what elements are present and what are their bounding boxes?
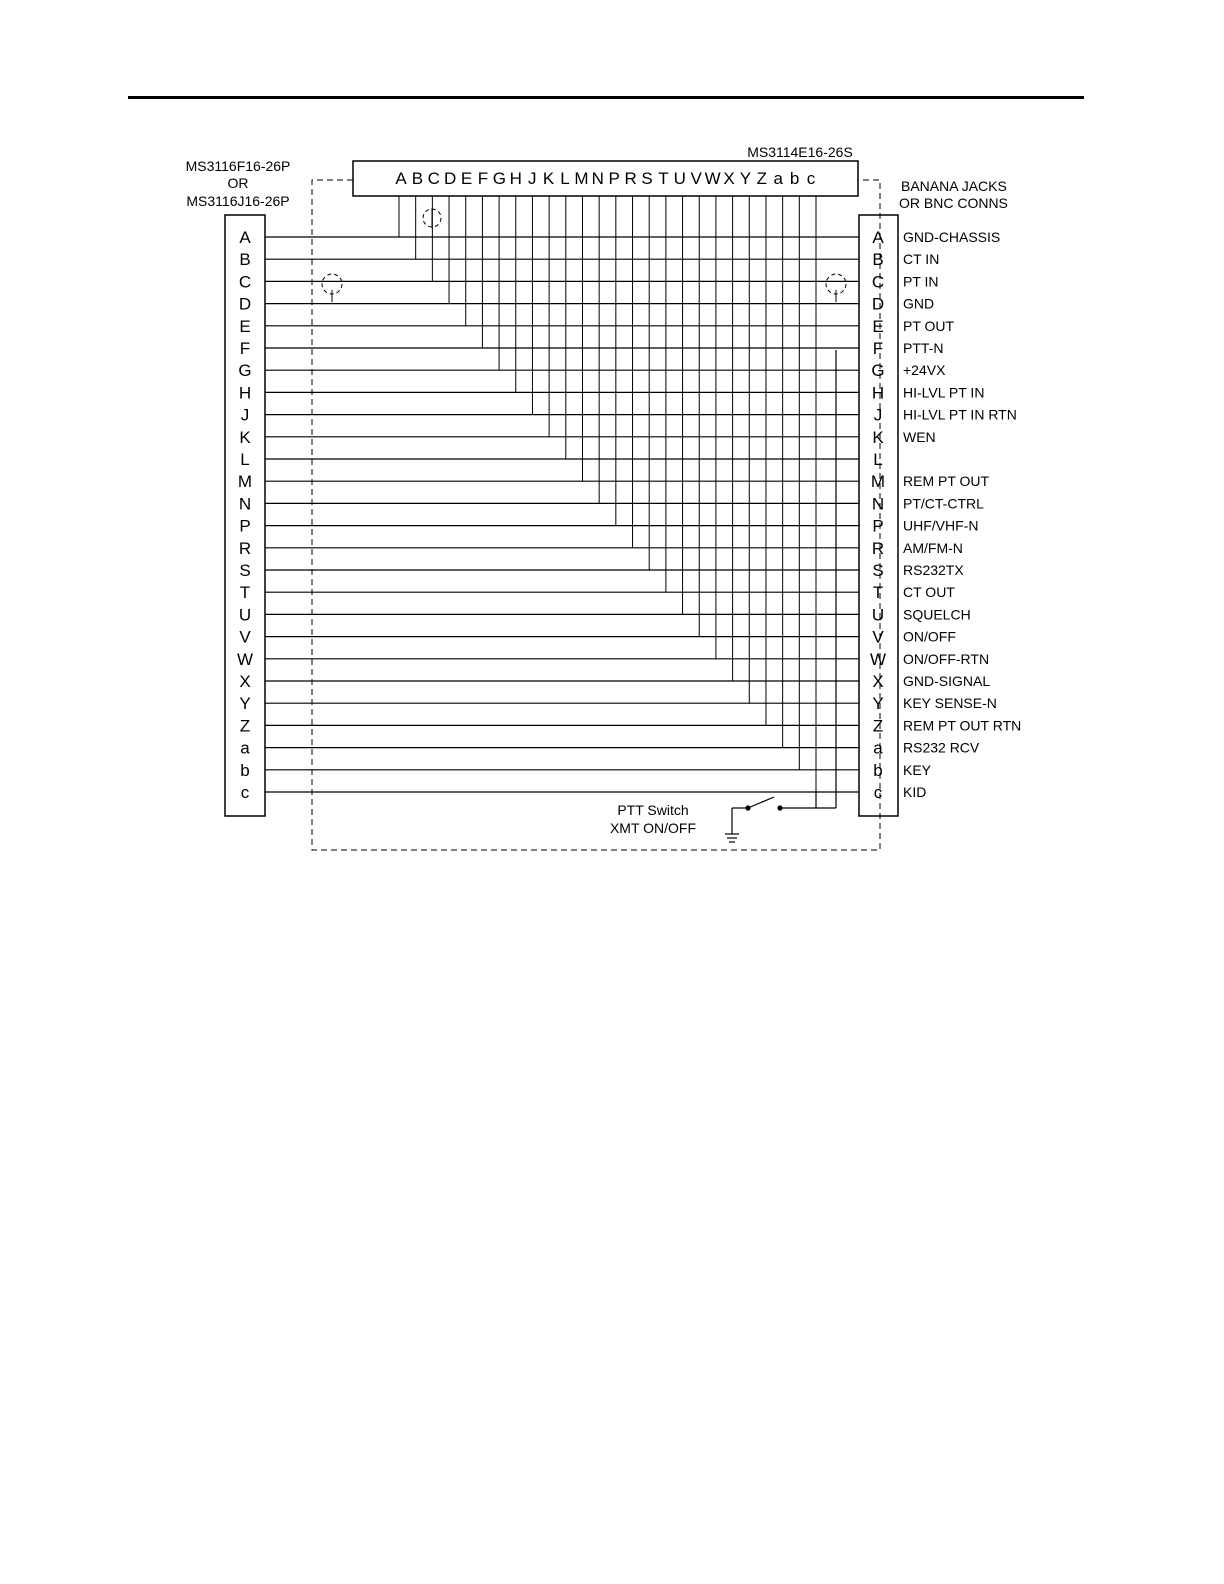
right-pin-V: V — [872, 627, 884, 647]
left-pin-D: D — [238, 294, 252, 314]
top-connector-label: MS3114E16-26S — [747, 144, 853, 160]
right-pin-M: M — [870, 472, 886, 492]
top-pin-N: N — [591, 169, 604, 188]
signal-label-T: CT OUT — [903, 584, 955, 601]
right-connector-label-line1: BANANA JACKS — [901, 178, 1007, 194]
signal-label-S: RS232TX — [903, 562, 964, 578]
ground-icon — [725, 834, 739, 842]
left-pin-A: A — [239, 228, 251, 247]
ptt-switch-label: PTT Switch — [617, 802, 689, 818]
signal-labels — [903, 229, 1021, 800]
signal-label-Z: REM PT OUT RTN — [903, 717, 1022, 734]
signal-label-D: GND — [903, 295, 935, 312]
signal-label-N: PT/CT-CTRL — [903, 495, 984, 512]
right-pin-Y: Y — [872, 694, 884, 714]
right-pin-X: X — [872, 672, 884, 691]
left-pin-F: F — [239, 339, 251, 358]
signal-label-X: GND-SIGNAL — [903, 673, 991, 689]
left-pin-C: C — [238, 272, 252, 292]
right-pin-P: P — [872, 516, 884, 536]
top-pin-U: U — [673, 169, 686, 188]
right-pin-A: A — [872, 228, 884, 247]
signal-label-P: UHF/VHF-N — [903, 517, 979, 534]
top-pin-A: A — [395, 169, 407, 188]
left-pin-P: P — [239, 516, 251, 536]
top-connector-pins — [395, 169, 815, 188]
right-pin-J: J — [873, 405, 883, 425]
right-pin-H: H — [871, 383, 885, 403]
top-pin-K: K — [542, 169, 555, 188]
top-pin-P: P — [608, 169, 620, 188]
top-pin-L: L — [560, 169, 570, 188]
left-pin-U: U — [238, 605, 252, 625]
right-pin-E: E — [872, 316, 884, 336]
shield-marker-top — [423, 208, 441, 228]
right-pin-T: T — [872, 583, 884, 603]
left-pin-N: N — [238, 494, 252, 514]
top-pin-R: R — [624, 169, 637, 188]
signal-label-F: PTT-N — [903, 340, 944, 356]
signal-label-Y: KEY SENSE-N — [903, 695, 997, 712]
signal-label-a: RS232 RCV — [903, 739, 980, 756]
signal-label-A: GND-CHASSIS — [903, 229, 1001, 245]
left-pin-M: M — [237, 472, 253, 492]
right-pin-G: G — [871, 361, 885, 381]
top-pin-Z: Z — [756, 169, 767, 188]
left-pin-T: T — [239, 583, 251, 603]
left-pin-R: R — [238, 538, 252, 558]
left-pin-W: W — [236, 649, 254, 669]
right-connector-label-line2: OR BNC CONNS — [899, 195, 1008, 211]
right-pin-a: a — [873, 738, 883, 758]
right-pin-U: U — [871, 605, 885, 625]
signal-label-K: WEN — [903, 428, 936, 445]
top-pin-T: T — [658, 169, 669, 188]
left-pin-L: L — [240, 450, 250, 469]
top-pin-E: E — [460, 169, 473, 188]
left-connector-label-line3: MS3116J16-26P — [186, 193, 290, 209]
left-pin-Z: Z — [239, 716, 251, 736]
shield-marker-left — [322, 274, 342, 302]
left-connector-label-line2: OR — [227, 175, 249, 191]
signal-label-W: ON/OFF-RTN — [903, 650, 990, 667]
right-pin-K: K — [872, 427, 884, 447]
top-pin-G: G — [492, 169, 507, 188]
right-pin-W: W — [869, 649, 887, 669]
signal-label-b: KEY — [903, 761, 932, 778]
top-pin-a: a — [773, 169, 783, 188]
signal-label-U: SQUELCH — [903, 606, 971, 623]
signal-label-R: AM/FM-N — [903, 539, 963, 556]
top-pin-X: X — [723, 169, 735, 188]
top-pin-C: C — [427, 169, 440, 188]
signal-label-H: HI-LVL PT IN — [903, 384, 985, 401]
signal-label-E: PT OUT — [903, 317, 955, 334]
top-pin-b: b — [789, 169, 800, 188]
top-pin-M: M — [574, 169, 589, 188]
left-connector-pins — [237, 228, 253, 802]
left-pin-Y: Y — [239, 694, 251, 714]
right-pin-D: D — [871, 294, 885, 314]
left-pin-J: J — [240, 405, 250, 425]
top-pin-D: D — [444, 169, 457, 188]
top-pin-W: W — [704, 169, 721, 188]
right-pin-S: S — [872, 561, 884, 580]
left-pin-a: a — [240, 738, 250, 758]
left-pin-c: c — [240, 783, 250, 802]
signal-label-c: KID — [903, 784, 927, 800]
top-pin-F: F — [477, 169, 489, 188]
right-pin-B: B — [872, 250, 884, 270]
top-pin-V: V — [690, 169, 702, 188]
top-pin-J: J — [527, 169, 537, 188]
top-pin-S: S — [641, 169, 653, 188]
right-pin-F: F — [872, 339, 884, 358]
cable-enclosure-outline — [312, 180, 883, 850]
signal-label-J: HI-LVL PT IN RTN — [903, 406, 1017, 423]
left-connector-label-line1: MS3116F16-26P — [185, 158, 291, 174]
left-pin-S: S — [239, 561, 251, 580]
right-pin-R: R — [871, 538, 885, 558]
left-pin-E: E — [239, 316, 251, 336]
signal-label-V: ON/OFF — [903, 628, 956, 645]
signal-label-G: +24VX — [903, 362, 946, 379]
signal-label-C: PT IN — [903, 273, 939, 290]
right-connector-pins — [870, 228, 886, 802]
left-pin-V: V — [239, 627, 251, 647]
top-pin-Y: Y — [739, 169, 752, 188]
right-pin-L: L — [873, 450, 883, 469]
signal-label-M: REM PT OUT — [903, 473, 990, 490]
left-pin-b: b — [240, 760, 250, 780]
signal-label-B: CT IN — [903, 251, 940, 268]
top-pin-c: c — [806, 169, 816, 188]
right-pin-b: b — [873, 760, 883, 780]
right-pin-C: C — [871, 272, 885, 292]
right-pin-Z: Z — [872, 716, 884, 736]
left-pin-B: B — [239, 250, 251, 270]
left-pin-G: G — [238, 361, 252, 381]
left-pin-H: H — [238, 383, 252, 403]
top-pin-H: H — [509, 169, 522, 188]
right-pin-N: N — [871, 494, 885, 514]
left-pin-X: X — [239, 672, 251, 691]
right-pin-c: c — [873, 783, 883, 802]
shield-marker-right — [826, 274, 846, 302]
xmt-on-off-label: XMT ON/OFF — [609, 820, 697, 836]
top-pin-B: B — [411, 169, 424, 188]
left-pin-K: K — [239, 427, 251, 447]
wires — [265, 196, 859, 792]
